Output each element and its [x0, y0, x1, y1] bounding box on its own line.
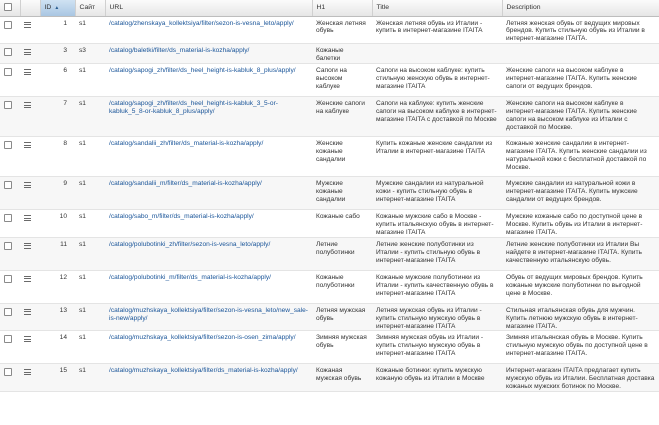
row-drag-cell[interactable] — [20, 210, 40, 238]
drag-column-header — [20, 0, 40, 16]
table-header — [0, 0, 659, 16]
table-row[interactable] — [0, 331, 659, 364]
cell-h1: Женские кожаные сандалии — [312, 137, 372, 177]
cell-site: s1 — [75, 16, 105, 44]
cell-id: 3 — [40, 44, 75, 64]
select-all-header[interactable] — [0, 0, 20, 16]
cell-url-link[interactable]: /catalog/sandalii_m/filter/ds_material-is-kozha/apply/ — [105, 177, 312, 210]
table-row[interactable] — [0, 44, 659, 64]
cell-h1: Летние полуботинки — [312, 237, 372, 270]
row-drag-cell[interactable] — [20, 237, 40, 270]
column-header-h1[interactable] — [312, 0, 372, 16]
table-row[interactable] — [0, 137, 659, 177]
row-checkbox[interactable] — [4, 275, 12, 283]
cell-h1: Кожаная мужская обувь — [312, 364, 372, 392]
cell-title: Летняя мужская обувь из Италии - купить стильную мужскую обувь в интернет-магазине ITAITA — [372, 303, 502, 331]
cell-url-link[interactable]: /catalog/polubotinki_m/filter/ds_material-is-kozha/apply/ — [105, 270, 312, 303]
cell-h1: Кожаные балетки — [312, 44, 372, 64]
drag-handle-icon[interactable] — [24, 182, 31, 190]
row-checkbox[interactable] — [4, 308, 12, 316]
row-select-cell[interactable] — [0, 16, 20, 44]
cell-url-link[interactable]: /catalog/baletki/filter/ds_material-is-kozha/apply/ — [105, 44, 312, 64]
cell-id: 6 — [40, 64, 75, 97]
cell-title: Женская летняя обувь из Италии - купить в интернет-магазине ITAITA — [372, 16, 502, 44]
row-checkbox[interactable] — [4, 181, 12, 189]
row-checkbox[interactable] — [4, 48, 12, 56]
cell-site: s1 — [75, 364, 105, 392]
cell-title: Кожаные ботинки: купить мужскую кожаную обувь из Италии в Москве — [372, 364, 502, 392]
drag-handle-icon[interactable] — [24, 49, 31, 57]
cell-site: s1 — [75, 303, 105, 331]
column-header-title-label: Title — [376, 4, 390, 12]
cell-description: Летняя женская обувь от ведущих мировых брендов. Купить стильную обувь из Италии в интернет-магазине ITAITA. — [502, 16, 659, 44]
column-header-id[interactable] — [40, 0, 75, 16]
drag-handle-icon[interactable] — [24, 142, 31, 150]
column-header-title[interactable] — [372, 0, 502, 16]
row-drag-cell[interactable] — [20, 64, 40, 97]
cell-id: 15 — [40, 364, 75, 392]
row-select-cell[interactable] — [0, 270, 20, 303]
cell-url-link[interactable]: /catalog/muzhskaya_kollektsiya/filter/sezon-is-osen_zima/apply/ — [105, 331, 312, 364]
cell-url-link[interactable]: /catalog/sandalii_zh/filter/ds_material-is-kozha/apply/ — [105, 137, 312, 177]
select-all-checkbox[interactable] — [4, 3, 12, 11]
drag-handle-icon[interactable] — [24, 215, 31, 223]
cell-description: Обувь от ведущих мировых брендов. Купить кожаные мужские полуботинки по выгодной цене в Москве. — [502, 270, 659, 303]
column-header-h1-label: H1 — [316, 4, 326, 12]
column-header-site[interactable] — [75, 0, 105, 16]
table-body — [0, 16, 659, 392]
column-header-url[interactable] — [105, 0, 312, 16]
row-select-cell[interactable] — [0, 237, 20, 270]
row-checkbox[interactable] — [4, 21, 12, 29]
table-row[interactable] — [0, 97, 659, 137]
drag-handle-icon[interactable] — [24, 369, 31, 377]
cell-description: Интернет-магазин ITAITA предлагает купить мужскую обувь из Италии. Бесплатная доставка кожаных мужских ботинок по Москве. — [502, 364, 659, 392]
row-checkbox[interactable] — [4, 335, 12, 343]
cell-url-link[interactable]: /catalog/muzhskaya_kollektsiya/filter/sezon-is-vesna_leto/new_sale-is-new/apply/ — [105, 303, 312, 331]
drag-handle-icon[interactable] — [24, 102, 31, 110]
cell-site: s3 — [75, 44, 105, 64]
cell-url-link[interactable]: /catalog/polubotinki_zh/filter/sezon-is-vesna_leto/apply/ — [105, 237, 312, 270]
cell-title: Кожаные мужские полуботинки из Италии - купить качественную обувь в интернет-магазине ITAITA — [372, 270, 502, 303]
cell-id: 14 — [40, 331, 75, 364]
drag-handle-icon[interactable] — [24, 309, 31, 317]
row-checkbox[interactable] — [4, 68, 12, 76]
cell-id: 13 — [40, 303, 75, 331]
cell-id: 9 — [40, 177, 75, 210]
row-checkbox[interactable] — [4, 214, 12, 222]
row-drag-cell[interactable] — [20, 270, 40, 303]
cell-id: 1 — [40, 16, 75, 44]
cell-title: Мужские сандалии из натуральной кожи - купить стильную обувь в интернет-магазине ITAITA — [372, 177, 502, 210]
cell-description — [502, 44, 659, 64]
cell-description: Женские сапоги на высоком каблуке в интернет-магазине ITAITA. Купить женские сапоги от ведущих брендов. — [502, 64, 659, 97]
cell-site: s1 — [75, 237, 105, 270]
table-row[interactable] — [0, 177, 659, 210]
cell-site: s1 — [75, 331, 105, 364]
drag-handle-icon[interactable] — [24, 22, 31, 30]
cell-title: Летние женские полуботинки из Италии - купить стильную обувь в интернет-магазине ITAITA — [372, 237, 502, 270]
column-header-description-label: Description — [506, 4, 541, 12]
table-row[interactable] — [0, 303, 659, 331]
cell-title: Зимняя мужская обувь из Италии - купить стильную мужскую обувь в интернет-магазине ITAITA — [372, 331, 502, 364]
cell-h1: Женские сапоги на каблуке — [312, 97, 372, 137]
row-drag-cell[interactable] — [20, 44, 40, 64]
row-drag-cell[interactable] — [20, 331, 40, 364]
cell-id: 8 — [40, 137, 75, 177]
row-select-cell[interactable] — [0, 137, 20, 177]
cell-description: Женские сапоги на высоком каблуке в интернет-магазине ITAITA. Купить женские сапоги на высоком каблуке из Италии с доставкой по Москве. — [502, 97, 659, 137]
cell-description: Мужские сандалии из натуральной кожи в интернет-магазине ITAITA. Купить мужские сандалии от ведущих брендов. — [502, 177, 659, 210]
cell-h1: Женская летняя обувь — [312, 16, 372, 44]
row-select-cell[interactable] — [0, 64, 20, 97]
cell-description: Кожаные женские сандалии в интернет-магазине ITAITA. Купить женские сандалии из натуральной кожи с бесплатной доставкой по Москве. — [502, 137, 659, 177]
cell-h1: Мужские кожаные сандалии — [312, 177, 372, 210]
cell-site: s1 — [75, 270, 105, 303]
row-drag-cell[interactable] — [20, 137, 40, 177]
cell-h1: Летняя мужская обувь — [312, 303, 372, 331]
cell-site: s1 — [75, 177, 105, 210]
sort-ascending-icon: ▲ — [54, 5, 60, 12]
row-select-cell[interactable] — [0, 177, 20, 210]
cell-id: 12 — [40, 270, 75, 303]
drag-handle-icon[interactable] — [24, 276, 31, 284]
cell-site: s1 — [75, 210, 105, 238]
column-header-id-label: ID — [44, 4, 52, 12]
cell-url-link[interactable]: /catalog/sabo_m/filter/ds_material-is-kozha/apply/ — [105, 210, 312, 238]
row-select-cell[interactable] — [0, 97, 20, 137]
row-select-cell[interactable] — [0, 364, 20, 392]
drag-handle-icon[interactable] — [24, 69, 31, 77]
table-row[interactable] — [0, 210, 659, 238]
row-select-cell[interactable] — [0, 44, 20, 64]
table-row[interactable] — [0, 237, 659, 270]
cell-site: s1 — [75, 137, 105, 177]
cell-id: 11 — [40, 237, 75, 270]
row-select-cell[interactable] — [0, 210, 20, 238]
row-drag-cell[interactable] — [20, 303, 40, 331]
cell-title: Купить кожаные женские сандалии из Италии в интернет-магазине ITAITA — [372, 137, 502, 177]
cell-title: Сапоги на каблуке: купить женские сапоги на высоком каблуке в интернет-магазине ITAITA с доставкой по Москве — [372, 97, 502, 137]
cell-title — [372, 44, 502, 64]
row-drag-cell[interactable] — [20, 97, 40, 137]
cell-description: Мужские кожаные сабо по доступной цене в Москве. Купить обувь из Италии в интернет-магазине ITAITA. — [502, 210, 659, 238]
cell-site: s1 — [75, 64, 105, 97]
row-drag-cell[interactable] — [20, 364, 40, 392]
cell-description: Летние женские полуботинки из Италии Вы найдете в интернет-магазине ITAITA. Купить качественную итальянскую обувь. — [502, 237, 659, 270]
row-checkbox[interactable] — [4, 368, 12, 376]
cell-h1: Кожаные полуботинки — [312, 270, 372, 303]
cell-h1: Кожаные сабо — [312, 210, 372, 238]
cell-url-link[interactable]: /catalog/sapogi_zh/filter/ds_heel_height-is-kabluk_3_5-or-kabluk_5_8-or-kabluk_8_plus/apply/ — [105, 97, 312, 137]
cell-h1: Сапоги на высоком каблуке — [312, 64, 372, 97]
cell-description: Стильная итальянская обувь для мужчин. Купить летнюю мужскую обувь в интернет-магазине ITAITA. — [502, 303, 659, 331]
cell-url-link[interactable]: /catalog/sapogi_zh/filter/ds_heel_height-is-kabluk_8_plus/apply/ — [105, 64, 312, 97]
row-checkbox[interactable] — [4, 101, 12, 109]
cell-title: Сапоги на высоком каблуке: купить стильную женскую обувь в интернет-магазине ITAITA — [372, 64, 502, 97]
cell-title: Кожаные мужские сабо в Москве - купить итальянскую обувь в интернет-магазине ITAITA — [372, 210, 502, 238]
cell-id: 10 — [40, 210, 75, 238]
cell-h1: Зимняя мужская обувь — [312, 331, 372, 364]
row-drag-cell[interactable] — [20, 16, 40, 44]
table-row[interactable] — [0, 16, 659, 44]
table-row[interactable] — [0, 64, 659, 97]
column-header-site-label: Сайт — [79, 4, 96, 12]
drag-handle-icon[interactable] — [24, 336, 31, 344]
drag-handle-icon[interactable] — [24, 243, 31, 251]
row-drag-cell[interactable] — [20, 177, 40, 210]
row-checkbox[interactable] — [4, 242, 12, 250]
row-select-cell[interactable] — [0, 303, 20, 331]
row-checkbox[interactable] — [4, 141, 12, 149]
cell-site: s1 — [75, 97, 105, 137]
table-row[interactable] — [0, 364, 659, 392]
cell-id: 7 — [40, 97, 75, 137]
column-header-description[interactable] — [502, 0, 659, 16]
cell-url-link[interactable]: /catalog/zhenskaya_kollektsiya/filter/sezon-is-vesna_leto/apply/ — [105, 16, 312, 44]
cell-description: Зимняя итальянская обувь в Москве. Купить стильную мужскую обувь по доступной цене в интернет-магазине ITAITA. — [502, 331, 659, 364]
column-header-url-label: URL — [109, 4, 124, 12]
cell-url-link[interactable]: /catalog/muzhskaya_kollektsiya/filter/ds_material-is-kozha/apply/ — [105, 364, 312, 392]
table-row[interactable] — [0, 270, 659, 303]
row-select-cell[interactable] — [0, 331, 20, 364]
